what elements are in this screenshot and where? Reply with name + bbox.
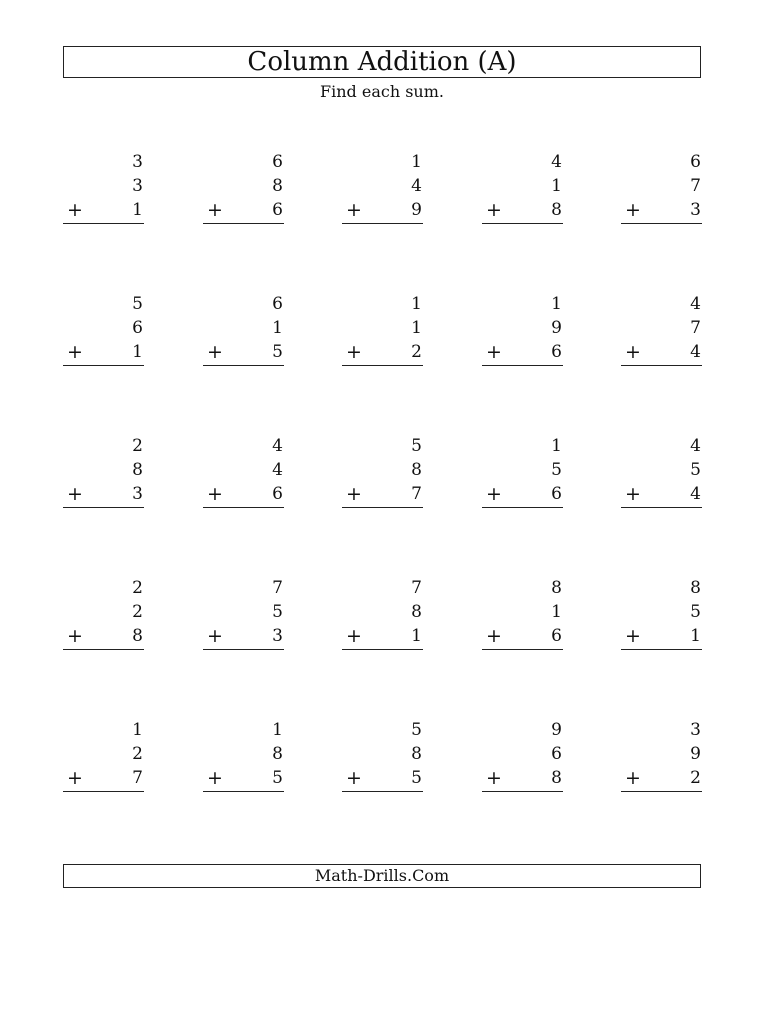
addend: 1	[551, 176, 562, 196]
addition-problem	[621, 718, 702, 794]
addend: 4	[272, 436, 283, 456]
addition-problem	[203, 150, 284, 226]
addend: 6	[690, 152, 701, 172]
addend: 9	[690, 744, 701, 764]
plus-sign: +	[486, 625, 502, 647]
addend: 6	[551, 342, 562, 362]
plus-sign: +	[67, 767, 83, 789]
addend: 9	[551, 720, 562, 740]
answer-line	[203, 223, 284, 224]
addition-problem	[621, 292, 702, 368]
addend: 3	[690, 200, 701, 220]
plus-sign: +	[625, 483, 641, 505]
addend: 4	[411, 176, 422, 196]
footer-site: Math-Drills.Com	[63, 864, 701, 888]
addend: 3	[132, 152, 143, 172]
addition-problem	[342, 576, 423, 652]
addend: 5	[132, 294, 143, 314]
addend: 1	[690, 626, 701, 646]
addend: 9	[411, 200, 422, 220]
addend: 4	[690, 342, 701, 362]
addition-problem	[63, 150, 144, 226]
addend: 5	[690, 602, 701, 622]
answer-line	[621, 791, 702, 792]
addend: 3	[690, 720, 701, 740]
answer-line	[203, 365, 284, 366]
addend: 5	[272, 342, 283, 362]
addend: 6	[272, 200, 283, 220]
addend: 8	[272, 176, 283, 196]
answer-line	[621, 507, 702, 508]
answer-line	[203, 791, 284, 792]
addend: 8	[411, 460, 422, 480]
addend: 1	[132, 200, 143, 220]
plus-sign: +	[625, 625, 641, 647]
answer-line	[621, 223, 702, 224]
answer-line	[203, 507, 284, 508]
addend: 6	[132, 318, 143, 338]
addend: 6	[272, 294, 283, 314]
addition-problem	[63, 576, 144, 652]
addend: 5	[272, 602, 283, 622]
instructions: Find each sum.	[320, 82, 444, 101]
addend: 6	[272, 152, 283, 172]
addend: 9	[551, 318, 562, 338]
addition-problem	[482, 434, 563, 510]
addend: 1	[272, 318, 283, 338]
addend: 1	[272, 720, 283, 740]
addend: 2	[132, 578, 143, 598]
plus-sign: +	[346, 199, 362, 221]
addend: 5	[411, 436, 422, 456]
addend: 1	[411, 152, 422, 172]
addend: 8	[132, 626, 143, 646]
addend: 2	[132, 602, 143, 622]
addend: 1	[132, 342, 143, 362]
addend: 4	[551, 152, 562, 172]
addition-problem	[203, 718, 284, 794]
addend: 8	[132, 460, 143, 480]
plus-sign: +	[346, 483, 362, 505]
addend: 3	[132, 484, 143, 504]
answer-line	[63, 365, 144, 366]
addend: 7	[411, 578, 422, 598]
addend: 1	[411, 626, 422, 646]
addition-problem	[342, 150, 423, 226]
addition-problem	[63, 718, 144, 794]
plus-sign: +	[207, 199, 223, 221]
answer-line	[342, 791, 423, 792]
addend: 1	[551, 602, 562, 622]
addend: 7	[132, 768, 143, 788]
answer-line	[482, 507, 563, 508]
plus-sign: +	[207, 767, 223, 789]
addition-problem	[621, 150, 702, 226]
addend: 7	[690, 318, 701, 338]
addend: 2	[132, 744, 143, 764]
addend: 1	[411, 318, 422, 338]
plus-sign: +	[207, 341, 223, 363]
plus-sign: +	[67, 625, 83, 647]
plus-sign: +	[486, 767, 502, 789]
plus-sign: +	[346, 767, 362, 789]
answer-line	[482, 365, 563, 366]
addend: 7	[411, 484, 422, 504]
plus-sign: +	[346, 625, 362, 647]
plus-sign: +	[625, 199, 641, 221]
plus-sign: +	[207, 483, 223, 505]
addition-problem	[203, 292, 284, 368]
addition-problem	[482, 576, 563, 652]
answer-line	[482, 649, 563, 650]
answer-line	[63, 507, 144, 508]
answer-line	[203, 649, 284, 650]
answer-line	[482, 791, 563, 792]
addend: 7	[272, 578, 283, 598]
plus-sign: +	[67, 483, 83, 505]
addend: 8	[690, 578, 701, 598]
addend: 6	[551, 484, 562, 504]
plus-sign: +	[486, 199, 502, 221]
addend: 1	[551, 436, 562, 456]
addend: 8	[551, 200, 562, 220]
addend: 5	[690, 460, 701, 480]
answer-line	[342, 507, 423, 508]
addend: 5	[272, 768, 283, 788]
answer-line	[342, 649, 423, 650]
answer-line	[342, 365, 423, 366]
problem-grid	[63, 150, 703, 800]
addend: 1	[132, 720, 143, 740]
addend: 2	[690, 768, 701, 788]
addend: 3	[272, 626, 283, 646]
plus-sign: +	[625, 341, 641, 363]
plus-sign: +	[486, 483, 502, 505]
addition-problem	[203, 434, 284, 510]
plus-sign: +	[67, 341, 83, 363]
addend: 6	[551, 626, 562, 646]
addend: 7	[690, 176, 701, 196]
addend: 4	[690, 294, 701, 314]
addition-problem	[63, 292, 144, 368]
addend: 4	[690, 436, 701, 456]
addend: 4	[272, 460, 283, 480]
addition-problem	[63, 434, 144, 510]
answer-line	[482, 223, 563, 224]
addend: 8	[551, 578, 562, 598]
addition-problem	[203, 576, 284, 652]
addend: 5	[551, 460, 562, 480]
answer-line	[63, 649, 144, 650]
addend: 1	[551, 294, 562, 314]
addend: 8	[551, 768, 562, 788]
addition-problem	[342, 292, 423, 368]
answer-line	[342, 223, 423, 224]
answer-line	[63, 223, 144, 224]
addend: 6	[272, 484, 283, 504]
plus-sign: +	[346, 341, 362, 363]
addend: 8	[411, 744, 422, 764]
addition-problem	[482, 150, 563, 226]
answer-line	[63, 791, 144, 792]
addition-problem	[621, 576, 702, 652]
addend: 5	[411, 768, 422, 788]
addend: 8	[272, 744, 283, 764]
addition-problem	[342, 434, 423, 510]
plus-sign: +	[486, 341, 502, 363]
addend: 5	[411, 720, 422, 740]
worksheet-title: Column Addition (A)	[63, 46, 701, 78]
addend: 2	[132, 436, 143, 456]
plus-sign: +	[625, 767, 641, 789]
addend: 1	[411, 294, 422, 314]
addition-problem	[621, 434, 702, 510]
addend: 2	[411, 342, 422, 362]
addend: 4	[690, 484, 701, 504]
addend: 6	[551, 744, 562, 764]
addend: 3	[132, 176, 143, 196]
plus-sign: +	[67, 199, 83, 221]
addition-problem	[342, 718, 423, 794]
plus-sign: +	[207, 625, 223, 647]
addend: 8	[411, 602, 422, 622]
answer-line	[621, 649, 702, 650]
addition-problem	[482, 718, 563, 794]
answer-line	[621, 365, 702, 366]
addition-problem	[482, 292, 563, 368]
